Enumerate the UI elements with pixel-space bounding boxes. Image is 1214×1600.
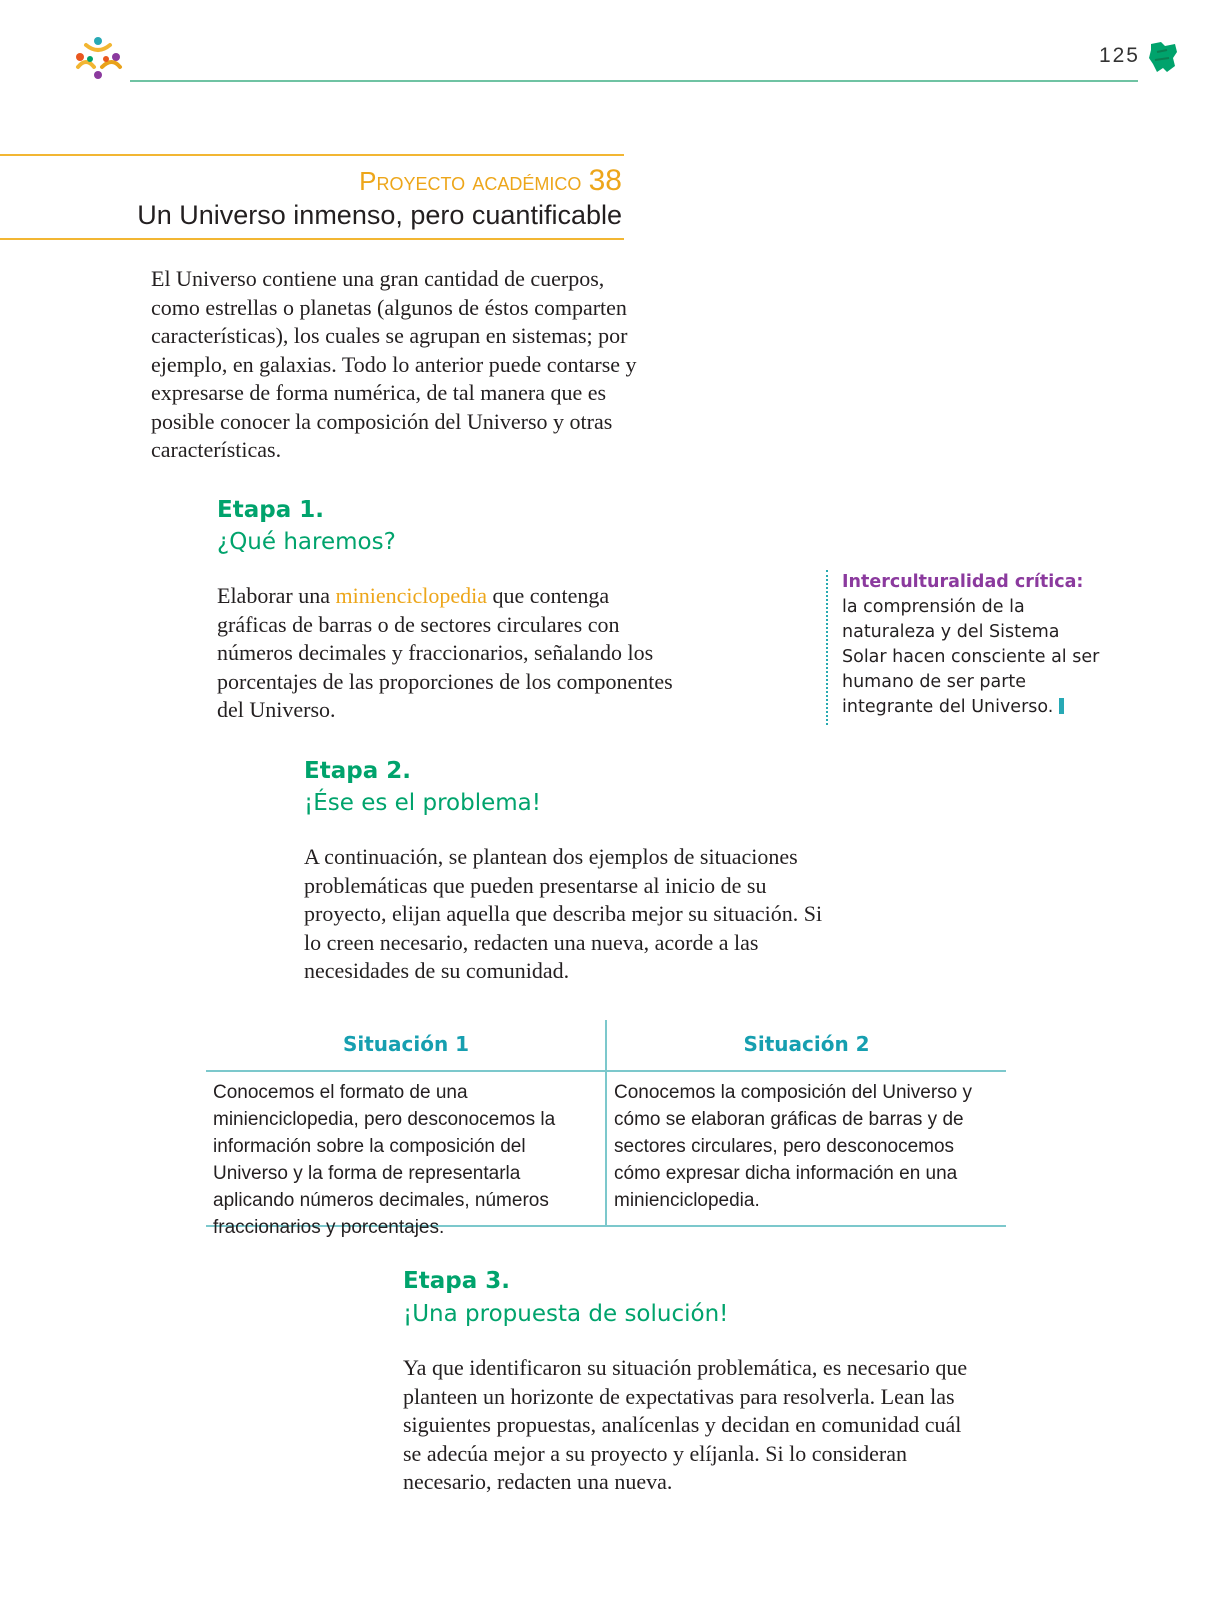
side-note-heading: Interculturalidad crítica: bbox=[842, 572, 1084, 592]
project-title: Un Universo inmenso, pero cuantificable bbox=[137, 200, 622, 230]
side-note bbox=[826, 570, 1102, 725]
stage1-text-after: que contenga gráficas de barras o de sectores circulares con números decimales y fraccionarios, señalando los porcentajes de las proporciones de los componentes del Universo. bbox=[217, 583, 673, 722]
stage2-number: Etapa 2. bbox=[304, 758, 411, 784]
green-map-icon bbox=[1145, 38, 1181, 76]
table-divider-header bbox=[206, 1070, 1006, 1072]
stage1-text-before: Elaborar una bbox=[217, 583, 336, 608]
side-note-text: la comprensión de la naturaleza y del Sistema Solar hacen consciente al ser humano de ser parte integrante del Universo. bbox=[842, 597, 1100, 717]
project-label-number: 38 bbox=[588, 164, 622, 197]
header-rule bbox=[130, 80, 1138, 82]
stage1-paragraph bbox=[217, 582, 677, 725]
stage3-paragraph: Ya que identificaron su situación problemática, es necesario que planteen un horizonte de expectativas para resolverla. Lean las siguientes propuestas, analícenlas y decidan en comunidad cuál se adecúa mejor a su proyecto y elíjanla. Si lo consideran necesario, redacten una nueva. bbox=[403, 1355, 968, 1494]
page-number: 125 bbox=[1098, 44, 1140, 67]
situation-2-title: Situación 2 bbox=[743, 1032, 870, 1056]
stage2-subtitle: ¡Ése es el problema! bbox=[304, 790, 541, 816]
stage1-number: Etapa 1. bbox=[217, 497, 324, 523]
situation-1-title: Situación 1 bbox=[342, 1032, 470, 1056]
stage3-number: Etapa 3. bbox=[403, 1268, 510, 1294]
stage2-paragraph: A continuación, se plantean dos ejemplos de situaciones problemáticas que pueden presentarse al inicio de su proyecto, elijan aquella que describa mejor su situación. Si lo creen necesario, redacten una nueva, acorde a las necesidades de su comunidad. bbox=[304, 844, 823, 983]
title-rule-bottom bbox=[0, 238, 624, 240]
situation-1-text: Conocemos el formato de una minienciclopedia, pero desconocemos la información sobre la composición del Universo y la forma de representarla aplicando números decimales, números fraccionarios y porcentajes. bbox=[213, 1082, 556, 1238]
situation-2-text: Conocemos la composición del Universo y cómo se elaboran gráficas de barras y de sectores circulares, pero desconocemos cómo expresar dicha información en una minienciclopedia. bbox=[614, 1082, 972, 1211]
project-label bbox=[0, 164, 622, 198]
intro-paragraph: El Universo contiene una gran cantidad de cuerpos, como estrellas o planetas (algunos de éstos comparten características), los cuales se agrupan en sistemas; por ejemplo, en galaxias. Todo lo anterior puede contarse y expresarse de forma numérica, de tal manera que es posible conocer la composición del Universo y otras características. bbox=[151, 266, 637, 462]
stage1-highlight-term: minienciclopedia bbox=[335, 583, 487, 608]
stage1-subtitle: ¿Qué haremos? bbox=[217, 529, 396, 555]
project-label-prefix: Proyecto académico bbox=[359, 166, 582, 196]
end-mark-icon bbox=[1059, 698, 1064, 714]
title-rule-top bbox=[0, 154, 624, 156]
colorful-people-logo-icon bbox=[72, 33, 124, 83]
stage3-subtitle: ¡Una propuesta de solución! bbox=[403, 1301, 729, 1327]
